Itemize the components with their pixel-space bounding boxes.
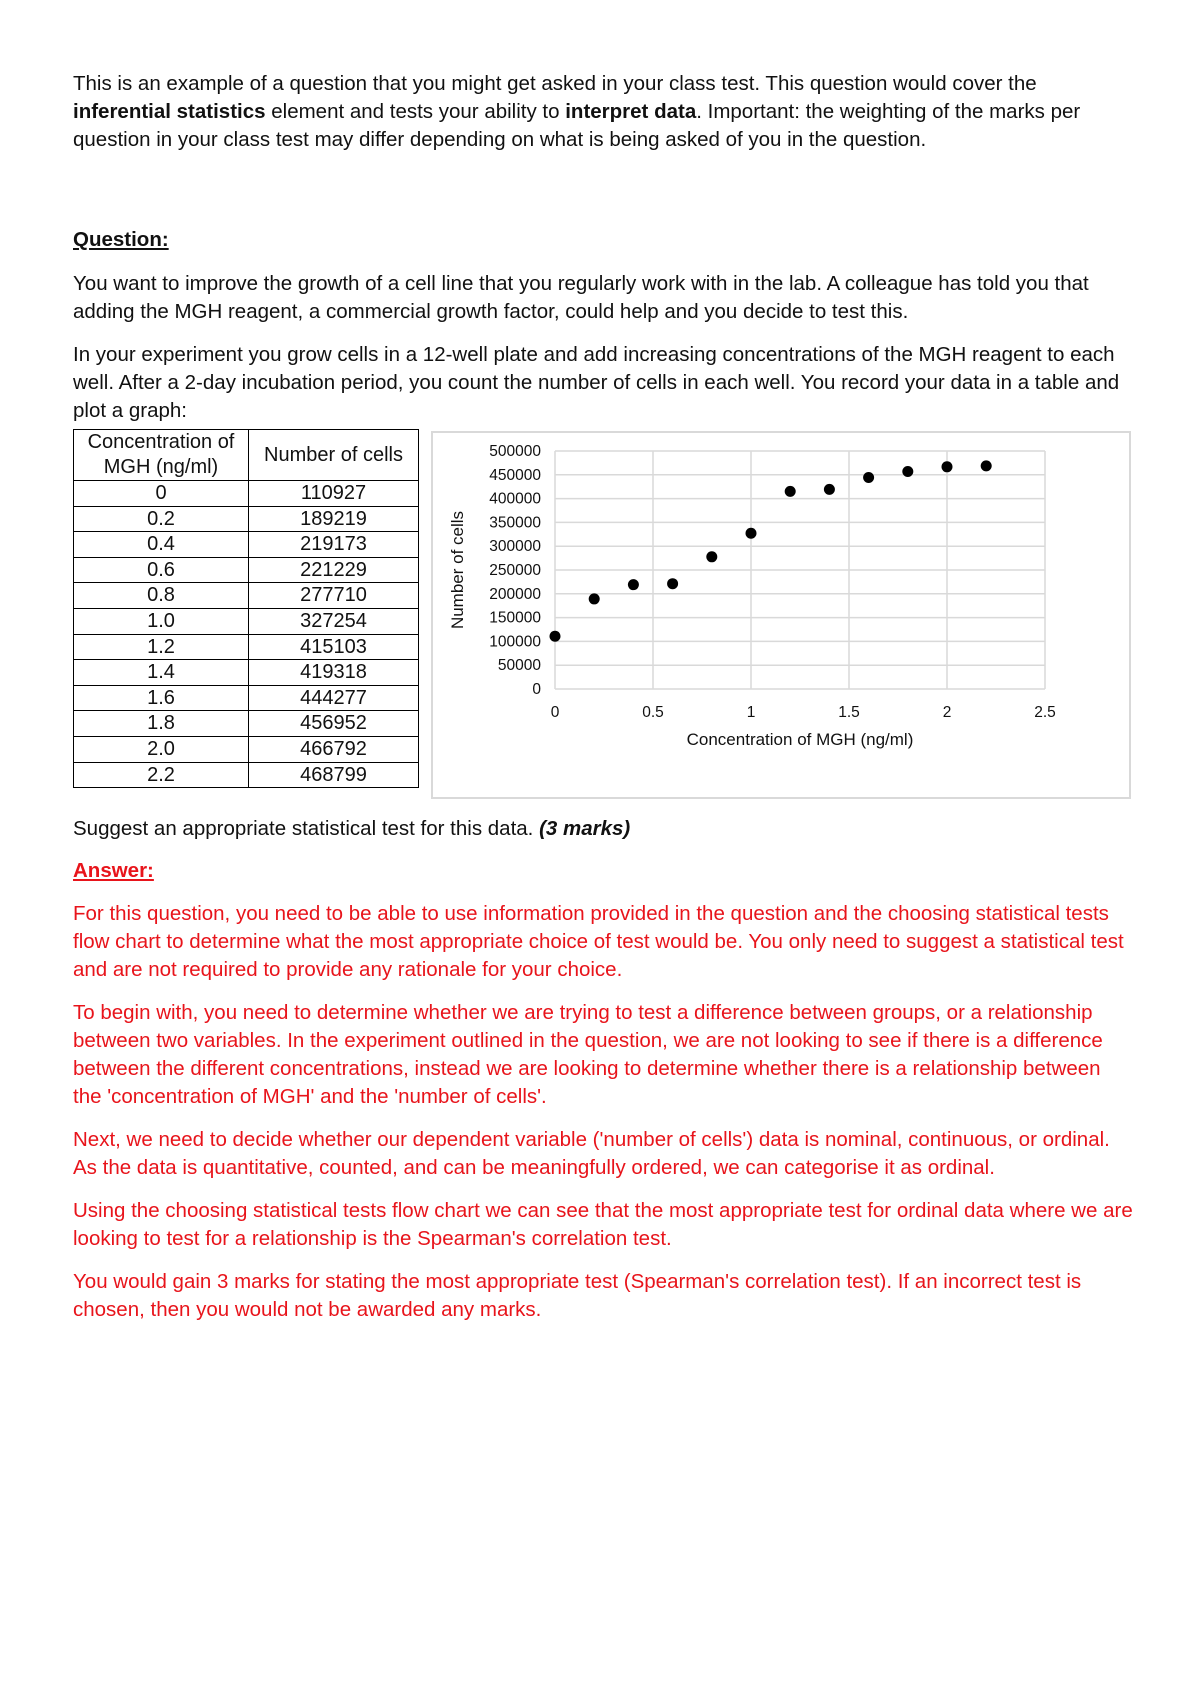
- x-tick-label: 0: [550, 704, 560, 721]
- data-and-graph: [73, 429, 1133, 799]
- y-tick-label: 450000: [489, 466, 541, 484]
- y-tick-label: 500000: [489, 443, 541, 460]
- cell-concentration: 1.6: [74, 685, 249, 711]
- y-tick-label: 100000: [489, 633, 541, 651]
- x-tick-label: 0.5: [642, 704, 664, 721]
- data-point: [785, 486, 796, 497]
- y-tick-label: 50000: [497, 657, 541, 675]
- question-heading: Question:: [73, 228, 169, 251]
- cell-concentration: 1.8: [74, 711, 249, 737]
- question-marks: (3 marks): [539, 817, 631, 840]
- cell-count: 219173: [249, 532, 419, 558]
- intro-text-2: element and tests your ability to: [265, 100, 566, 123]
- y-axis-title: Number of cells: [448, 510, 467, 630]
- intro-text-1: This is an example of a question that you might get asked in your class test. This question would cover the: [73, 72, 1037, 95]
- data-point: [628, 579, 639, 590]
- cell-count: 189219: [249, 506, 419, 532]
- question-paragraph-2: In your experiment you grow cells in a 12-well plate and add increasing concentrations of the MGH reagent to each well. After a 2-day incubation period, you count the number of cells in each well. You record your data in a table and plot a graph:: [73, 343, 1120, 422]
- cell-concentration: 2.0: [74, 736, 249, 762]
- table-row: [74, 660, 419, 686]
- data-point: [942, 461, 953, 472]
- x-tick-label: 2: [942, 704, 952, 721]
- table-row: [74, 557, 419, 583]
- y-tick-label: 200000: [489, 585, 541, 603]
- table-header-row: [74, 430, 419, 481]
- cell-concentration: 1.2: [74, 634, 249, 660]
- answer-paragraph: For this question, you need to be able to use information provided in the question and the choosing statistical tests flow chart to determine what the most appropriate choice of test would be. You only need to suggest a statistical test and are not required to provide any rationale for your choice.: [73, 902, 1124, 981]
- x-tick-label: 1: [746, 704, 756, 721]
- cell-count: 415103: [249, 634, 419, 660]
- data-point: [746, 528, 757, 539]
- cell-concentration: 0: [74, 481, 249, 507]
- answer-body: [73, 900, 1133, 1324]
- table-body: [74, 481, 419, 788]
- table-row: [74, 506, 419, 532]
- y-tick-label: 150000: [489, 609, 541, 627]
- document-page: [73, 70, 1133, 1339]
- data-point: [706, 551, 717, 562]
- data-point: [589, 593, 600, 604]
- y-tick-label: 400000: [489, 490, 541, 508]
- data-point: [824, 484, 835, 495]
- intro-paragraph: [73, 70, 1133, 154]
- table-header-cells: Number of cells: [249, 430, 419, 481]
- chart-svg: [433, 433, 1129, 797]
- intro-bold-2: interpret data: [565, 100, 697, 123]
- cell-concentration: 2.2: [74, 762, 249, 788]
- question-prompt: [73, 815, 1133, 843]
- table-row: [74, 711, 419, 737]
- table-row: [74, 685, 419, 711]
- cell-concentration: 0.2: [74, 506, 249, 532]
- answer-heading: Answer:: [73, 859, 154, 882]
- cell-count: 327254: [249, 608, 419, 634]
- x-axis-title: Concentration of MGH (ng/ml): [686, 730, 914, 749]
- y-tick-label: 350000: [489, 514, 541, 532]
- data-point: [667, 578, 678, 589]
- intro-bold-1: inferential statistics: [73, 100, 266, 123]
- x-tick-label: 2.5: [1034, 704, 1056, 721]
- table-header-concentration: Concentration of MGH (ng/ml): [74, 430, 249, 481]
- intro-text-3: . Important: the weighting of the marks per question in your class test may differ depending on what is being asked of you in the question.: [73, 100, 1081, 151]
- question-prompt-text: Suggest an appropriate statistical test for this data.: [73, 817, 540, 840]
- cell-count: 466792: [249, 736, 419, 762]
- table-row: [74, 736, 419, 762]
- cell-count: 468799: [249, 762, 419, 788]
- answer-paragraph: You would gain 3 marks for stating the most appropriate test (Spearman's correlation test). If an incorrect test is chosen, then you would not be awarded any marks.: [73, 1270, 1082, 1321]
- answer-paragraph: Next, we need to decide whether our dependent variable ('number of cells') data is nominal, continuous, or ordinal. As the data is quantitative, counted, and can be meaningfully ordered, we can categorise it as ordinal.: [73, 1128, 1110, 1179]
- data-point: [550, 631, 561, 642]
- data-point: [863, 472, 874, 483]
- data-table: [73, 429, 419, 788]
- y-tick-label: 0: [532, 681, 541, 698]
- cell-concentration: 0.8: [74, 583, 249, 609]
- answer-paragraph: To begin with, you need to determine whether we are trying to test a difference between groups, or a relationship between two variables. In the experiment outlined in the question, we are not looking to see if there is a difference between the different concentrations, instead we are looking to determine whether there is a relationship between the 'concentration of MGH' and the 'number of cells'.: [73, 1001, 1103, 1108]
- cell-count: 456952: [249, 711, 419, 737]
- x-tick-label: 1.5: [838, 704, 860, 721]
- scatter-chart: [431, 431, 1131, 799]
- cell-count: 277710: [249, 583, 419, 609]
- cell-count: 110927: [249, 481, 419, 507]
- cell-count: 221229: [249, 557, 419, 583]
- y-tick-label: 300000: [489, 538, 541, 556]
- cell-concentration: 0.6: [74, 557, 249, 583]
- y-tick-label: 250000: [489, 562, 541, 579]
- cell-count: 419318: [249, 660, 419, 686]
- table-row: [74, 634, 419, 660]
- data-point: [981, 460, 992, 471]
- cell-concentration: 0.4: [74, 532, 249, 558]
- table-row: [74, 608, 419, 634]
- cell-count: 444277: [249, 685, 419, 711]
- table-row: [74, 532, 419, 558]
- table-row: [74, 583, 419, 609]
- question-paragraph-1: You want to improve the growth of a cell line that you regularly work with in the lab. A colleague has told you that adding the MGH reagent, a commercial growth factor, could help and you decide to test this.: [73, 272, 1089, 323]
- data-point: [902, 466, 913, 477]
- answer-paragraph: Using the choosing statistical tests flow chart we can see that the most appropriate test for ordinal data where we are looking to test for a relationship is the Spearman's correlation test.: [73, 1199, 1133, 1250]
- table-row: [74, 762, 419, 788]
- cell-concentration: 1.4: [74, 660, 249, 686]
- table-row: [74, 481, 419, 507]
- cell-concentration: 1.0: [74, 608, 249, 634]
